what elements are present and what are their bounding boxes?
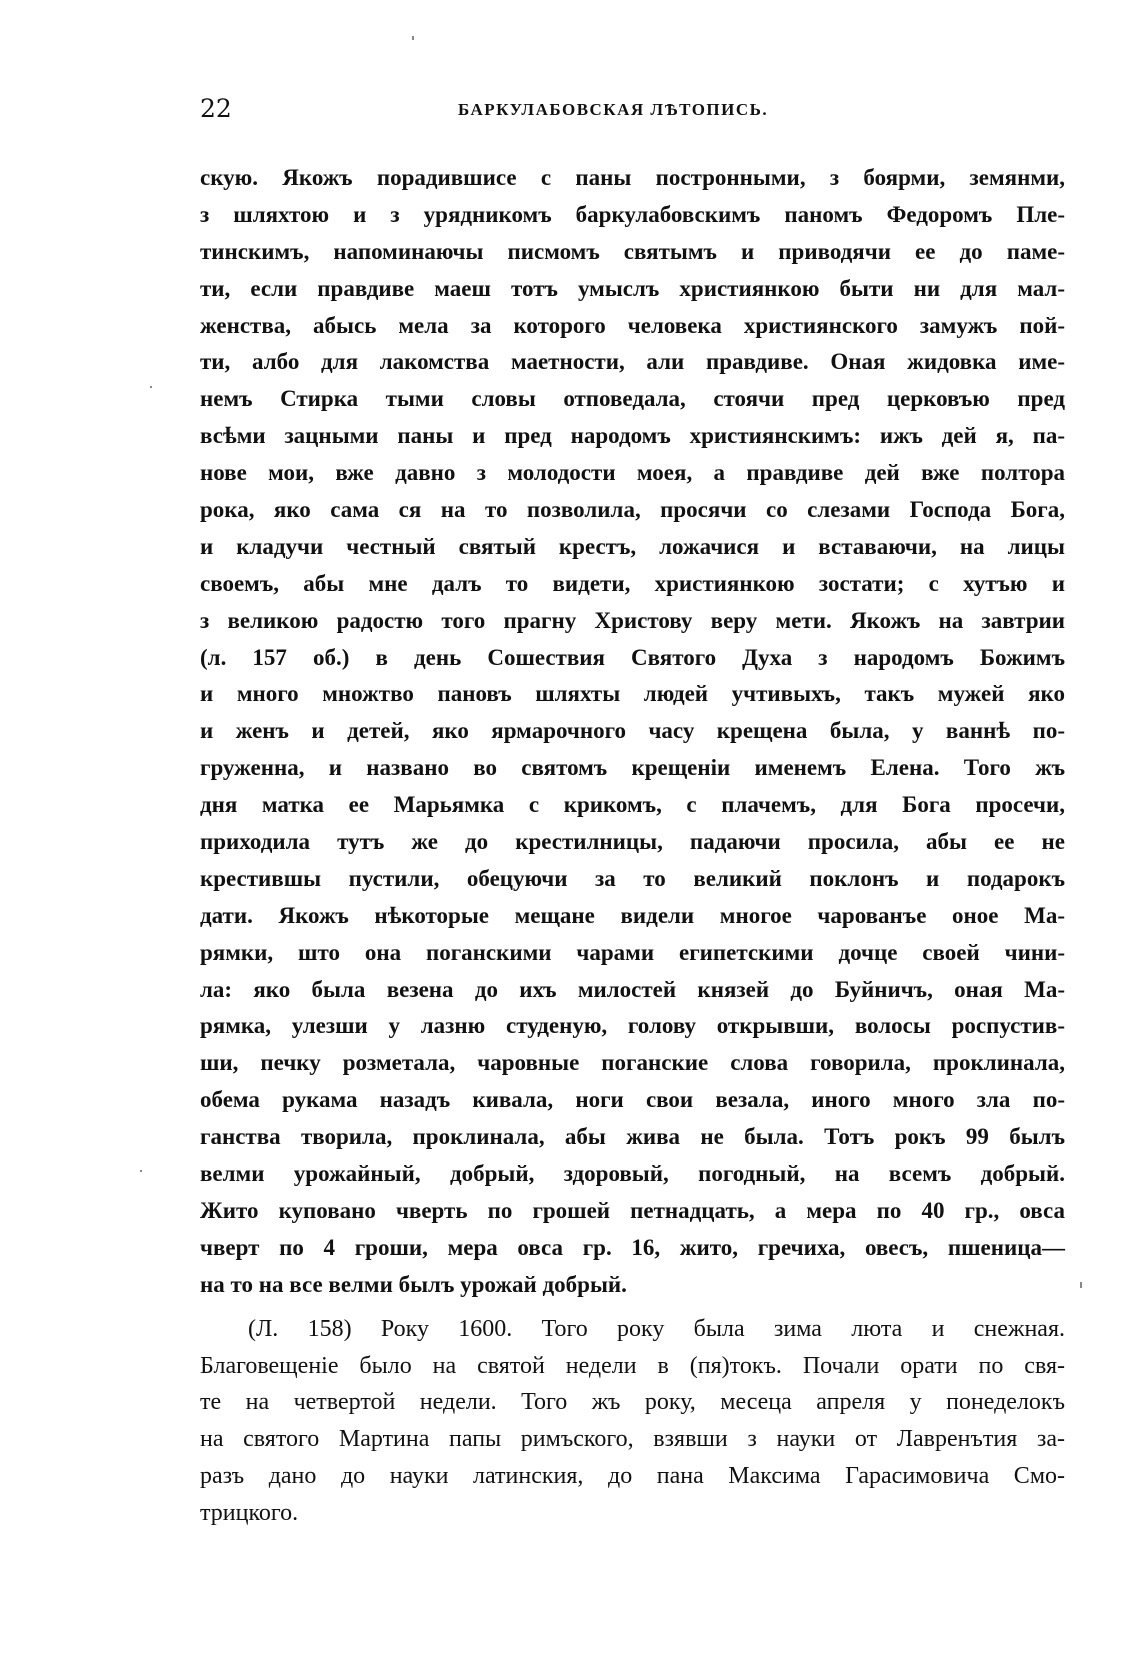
running-head	[200, 94, 1065, 134]
text-line: велми урожайный, добрый, здоровый, погодный, на всемъ добрый.	[200, 1161, 1065, 1187]
text-line: на святого Мартина папы римъского, взявши з науки от Лавренътия за-	[200, 1426, 1065, 1453]
text-line: женства, абысь мела за которого человека християнского замужъ пой-	[200, 312, 1065, 338]
paragraph-1	[200, 160, 1065, 1304]
text-line: груженна, и названо во святомъ крещенiи именемъ Елена. Того жъ	[200, 755, 1065, 781]
text-line: ши, печку розметала, чаровные поганские слова говорила, проклинала,	[200, 1050, 1065, 1076]
text-line: на то на все велми былъ урожай добрый.	[200, 1271, 627, 1297]
text-line: з великою радостю того прагну Христову веру мети. Якожъ на завтрии	[200, 607, 1065, 633]
text-line: приходила тутъ же до крестилницы, падаючи просила, абы ее не	[200, 829, 1065, 855]
text-line: з шляхтою и з урядникомъ баркулабовскимъ паномъ Федоромъ Пле-	[200, 201, 1065, 227]
text-line: ганства творила, проклинала, абы жива не была. Тотъ рокъ 99 былъ	[200, 1124, 1065, 1150]
text-line: чверт по 4 гроши, мера овса гр. 16, жито, гречиха, овесъ, пшеница—	[200, 1234, 1065, 1260]
scan-speck	[150, 386, 152, 388]
text-line: дня матка ее Марьямка с крикомъ, с плачемъ, для Бога просечи,	[200, 792, 1065, 818]
text-line: нове мои, вже давно з молодости моея, а правдиве дей вже полтора	[200, 460, 1065, 486]
text-line: (Л. 158) Року 1600. Того року была зима люта и снежная.	[248, 1315, 1065, 1342]
scan-speck	[140, 1170, 142, 1172]
text-line: те на четвертой недели. Того жъ року, месеца апреля у понеделокъ	[200, 1389, 1065, 1416]
text-line: и много множтво пановъ шляхты людей учтивыхъ, такъ мужей яко	[200, 681, 1065, 707]
paragraph-gap	[200, 1304, 1065, 1311]
text-line: скую. Якожъ порадившисе с паны постронными, з боярми, земянми,	[200, 165, 1065, 190]
text-line: рямки, што она поганскими чарами египетскими дочце своей чини-	[200, 939, 1065, 965]
scan-speck	[1080, 1282, 1082, 1288]
text-line: ти, если правдиве маеш тотъ умыслъ християнкою быти ни для мал-	[200, 275, 1065, 301]
text-line: тинскимъ, напоминаючы писмомъ святымъ и приводячи ее до паме-	[200, 238, 1065, 264]
paragraph-2	[200, 1311, 1065, 1532]
text-line: и женъ и детей, яко ярмарочного часу крещена была, у ваннѣ по-	[200, 718, 1065, 744]
text-line: всѣми зацными паны и пред народомъ християнскимъ: ижъ дей я, па-	[200, 423, 1065, 449]
text-body	[200, 160, 1065, 1532]
running-title: БАРКУЛАБОВСКАЯ ЛѢТОПИСЬ.	[458, 100, 769, 119]
text-line: Благовещенiе было на святой недели в (пя)токъ. Почали орати по свя-	[200, 1352, 1065, 1379]
text-line: рямка, улезши у лазню студеную, голову открывши, волосы роспустив-	[200, 1013, 1065, 1039]
text-line: Жито куповано чверть по грошей петнадцать, а мера по 40 гр., овса	[200, 1197, 1065, 1223]
text-line: трицкого.	[200, 1500, 299, 1527]
text-line: крестившы пустили, обецуючи за то великий поклонъ и подарокъ	[200, 865, 1065, 891]
text-line: ти, албо для лакомства маетности, али правдиве. Оная жидовка име-	[200, 349, 1065, 375]
text-line: ла: яко была везена до ихъ милостей князей до Буйничъ, оная Ма-	[200, 976, 1065, 1002]
text-line: своемъ, абы мне далъ то видети, християнкою зостати; с хутъю и	[200, 570, 1065, 596]
text-line: (л. 157 об.) в день Сошествия Святого Духа з народомъ Божимъ	[200, 644, 1065, 670]
text-line: разъ дано до науки латинския, до пана Максима Гарасимовича Смо-	[200, 1463, 1065, 1490]
text-line: немъ Стирка тыми словы отповедала, стоячи пред церковъю пред	[200, 386, 1065, 412]
scan-speck	[412, 36, 414, 40]
page-number: 22	[200, 94, 232, 123]
text-line: и кладучи честный святый крестъ, ложачися и вставаючи, на лицы	[200, 533, 1065, 559]
text-line: рока, яко сама ся на то позволила, просячи со слезами Господа Бога,	[200, 497, 1065, 523]
text-line: обема рукама назадъ кивала, ноги свои везала, иного много зла по-	[200, 1087, 1065, 1113]
text-line: дати. Якожъ нѣкоторые мещане видели многое чарованъе оное Ма-	[200, 902, 1065, 928]
